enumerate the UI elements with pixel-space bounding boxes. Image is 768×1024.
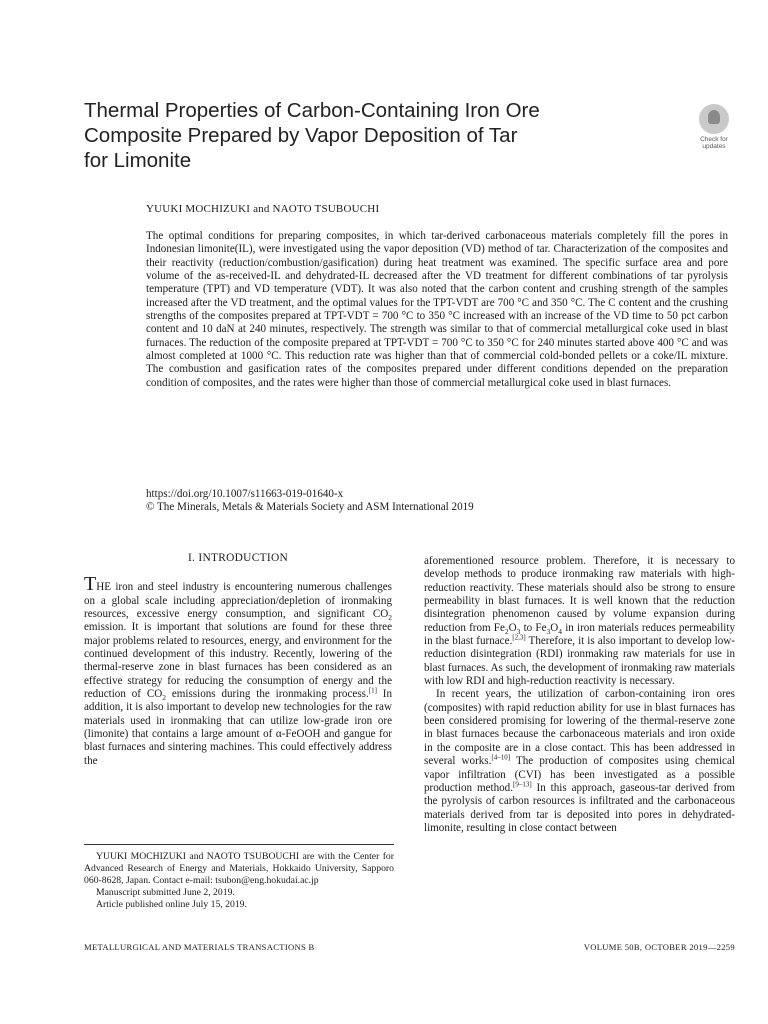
copyright-notice: © The Minerals, Metals & Materials Society and ASM International 2019 — [146, 501, 474, 514]
drop-cap: T — [84, 573, 97, 596]
citation-link[interactable]: [1] — [368, 686, 377, 695]
footnote — [84, 851, 394, 911]
citation-link[interactable]: [4–10] — [491, 753, 511, 762]
badge-label: Check for updates — [700, 136, 728, 150]
title-line: Thermal Properties of Carbon-Containing Iron Ore — [84, 99, 540, 122]
article-title — [84, 98, 644, 173]
citation-link[interactable]: [2,3] — [512, 633, 526, 642]
footnote-divider — [84, 844, 394, 845]
author-affiliation: YUUKI MOCHIZUKI and NAOTO TSUBOUCHI are with the Center for Advanced Research of Energy and Materials, Hokkaido University, Sapporo 060-8628, Japan. Contact e-mail: tsubon@eng.hokudai.ac.jp — [84, 851, 394, 886]
publication-date: Article published online July 15, 2019. — [96, 899, 247, 910]
right-column — [424, 555, 735, 835]
check-for-updates-badge[interactable] — [693, 104, 735, 150]
author-list: YUUKI MOCHIZUKI and NAOTO TSUBOUCHI — [146, 203, 380, 215]
body-paragraph: aforementioned resource problem. Therefore, it is necessary to develop methods to produce ironmaking raw materials with high-reduction reactivity. These materials should also be strong to ensure permeability in blast furnaces. It is well known that the reduction disintegration phenomenon caused by volume expansion during reduction from $Fe_2O_3$ to $Fe_3O_4$ in iron materials reduces permeability in the blast furnace.[2,3] Therefore, it is also important to develop low-reduction disintegration (RDI) ironmaking raw materials for use in blast furnaces. As such, the development of ironmaking raw materials with low RDI and high-reduction reactivity is necessary. — [424, 555, 736, 688]
title-line: for Limonite — [84, 149, 192, 172]
journal-name: METALLURGICAL AND MATERIALS TRANSACTIONS B — [84, 942, 315, 952]
abstract: The optimal conditions for preparing composites, in which tar-derived carbonaceous materials completely fill the pores in Indonesian limonite(IL), were investigated using the vapor deposition (VD) method of tar. Characterization of the composites and their reactivity (reduction/combustion/gasification) during heat treatment was examined. The specific surface area and pore volume of the as-received-IL and dehydrated-IL decreased after the VD treatment for different combinations of tar pyrolysis temperature (TPT) and VD temperature (VDT). It was also noted that the carbon content and crushing strength of the samples increased after the VD treatment, and the optimal values for the TPT-VDT are 700 °C and 350 °C. The C content and the crushing strengths of the composites prepared at TPT-VDT = 700 °C to 350 °C increased with an increase of the VD time to 50 pct carbon content and 10 daN at 240 minutes, respectively. The strength was similar to that of commercial metallurgical coke used in blast furnaces. The reduction of the composite prepared at TPT-VDT = 700 °C to 350 °C for 240 minutes started above 400 °C and was almost completed at 1000 °C. This reduction rate was higher than that of commercial cold-bonded pellets or a coke/IL mixture. The combustion and gasification rates of the composites prepared under different conditions depended on the preparation condition of composites, and the rates were higher than those of commercial metallurgical coke used in blast furnaces. — [146, 230, 728, 389]
left-column — [84, 552, 392, 768]
doi-block — [146, 488, 474, 515]
intro-paragraph: THE iron and steel industry is encountering numerous challenges on a global scale including appreciation/depletion of ironmaking resources, excessive energy consumption, and significant $CO_2$ emission. It is important that solutions are found for these three major problems related to resources, energy, and environment for the continued development of this industry. Recently, lowering of the thermal-reserve zone in blast furnaces has been considered as an effective strategy for reducing the consumption of energy and the reduction of $CO_2$ emissions during the ironmaking process.[1] In addition, it is also important to develop new technologies for the raw materials used in ironmaking that can utilize low-grade iron ore (limonite) that contains a large amount of α-FeOOH and gangue for blast furnaces and sintering machines. This could effectively address the — [84, 573, 392, 767]
title-line: Composite Prepared by Vapor Deposition of Tar — [84, 124, 518, 147]
citation-link[interactable]: [9–13] — [513, 780, 532, 789]
submission-date: Manuscript submitted June 2, 2019. — [96, 887, 235, 898]
body-paragraph: In recent years, the utilization of carbon-containing iron ores (composites) with rapid reduction ability for use in blast furnaces has been considered promising for lowering of the thermal-reserve zone in blast furnaces because the carbonaceous materials and iron oxide in the composite are in a close contact. This has been addressed in several works.[4–10] The production of composites using chemical vapor infiltration (CVI) has been investigated as a possible production method.[9–13] In this approach, gaseous-tar derived from the pyrolysis of carbon resources is infiltrated and the carbonaceous materials derived from tar is deposited into pores in dehydrated-limonite, resulting in close contact between — [424, 688, 735, 834]
volume-page: VOLUME 50B, OCTOBER 2019—2259 — [583, 942, 735, 952]
check-for-updates-icon — [699, 104, 729, 134]
section-heading: I. INTRODUCTION — [187, 552, 289, 564]
doi-link[interactable]: https://doi.org/10.1007/s11663-019-01640-x — [146, 488, 344, 500]
